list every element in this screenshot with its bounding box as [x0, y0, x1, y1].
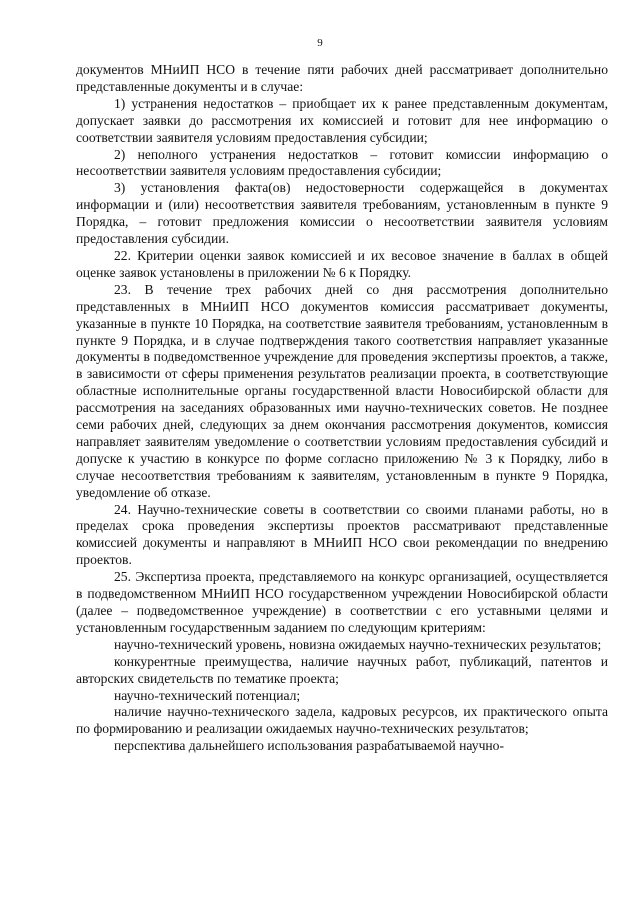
- paragraph: 22. Критерии оценки заявок комиссией и их весовое значение в баллах в общей оценке заявок установлены в приложении № 6 к Порядку.: [76, 247, 608, 280]
- paragraph: перспектива дальнейшего использования разрабатываемой научно-: [114, 738, 505, 754]
- paragraph: документов МНиИП НСО в течение пяти рабочих дней рассматривает дополнительно представленные документы и в случае:: [76, 62, 608, 94]
- paragraph: наличие научно-технического задела, кадровых ресурсов, их практического опыта по формированию и реализации ожидаемых научно-технических результатов;: [76, 704, 608, 737]
- paragraph: научно-технический потенциал;: [114, 687, 301, 703]
- document-body: [76, 62, 608, 755]
- paragraph: 25. Экспертиза проекта, представляемого на конкурс организацией, осуществляется в подведомственном МНиИП НСО государственном учреждении Новосибирской области (далее – подведомственное учреждение) в соответствии с его уставными целями и установленным государственным заданием по следующим критериям:: [76, 569, 608, 635]
- paragraph: научно-технический уровень, новизна ожидаемых научно-технических результатов;: [114, 636, 602, 652]
- paragraph: 3) установления факта(ов) недостоверности содержащейся в документах информации и (или) несоответствия заявителя требованиям, установленным в пункте 9 Порядка, – готовит предложения комиссии о несоответствии заявителя условиям предоставления субсидии.: [76, 180, 608, 247]
- paragraph: 1) устранения недостатков – приобщает их к ранее представленным документам, допускает заявки до рассмотрения их комиссией и готовит для нее информацию о соответствии заявителя условиям предоставления субсидии;: [76, 95, 608, 145]
- page-number: 9: [317, 37, 323, 49]
- paragraph: 24. Научно-технические советы в соответствии со своими планами работы, но в пределах срока проведения экспертизы проектов рассматривают представленные комиссией документы и направляют в МНиИП НСО свои рекомендации по внедрению проектов.: [76, 501, 608, 568]
- paragraph: 2) неполного устранения недостатков – готовит комиссии информацию о несоответствии заявителя условиям предоставления субсидии;: [76, 146, 608, 179]
- paragraph: 23. В течение трех рабочих дней со дня рассмотрения дополнительно представленных в МНиИП НСО документов комиссия рассматривает документы, указанные в пункте 10 Порядка, на соответствие заявителя требованиям, установленным в пункте 9 Порядка, и в случае подтверждения такого соответствия направляет указанные документы в подведомственное учреждение для проведения экспертизы проектов, а также, в зависимости от сферы применения результатов реализации проекта, в соответствующие областные исполнительные органы государственной власти Новосибирской области для рассмотрения на заседаниях образованных ими научно-технических советов. Не позднее семи рабочих дней, следующих за днем окончания рассмотрения документов, комиссия направляет заявителям уведомление о соответствии условиям предоставления субсидий и допуске к участию в конкурсе по форме согласно приложению № 3 к Порядку, либо в случае несоответствия требованиям к заявителям, установленным в пункте 9 Порядка, уведомление об отказе.: [76, 281, 608, 500]
- paragraph: конкурентные преимущества, наличие научных работ, публикаций, патентов и авторских свидетельств по тематике проекта;: [76, 653, 608, 686]
